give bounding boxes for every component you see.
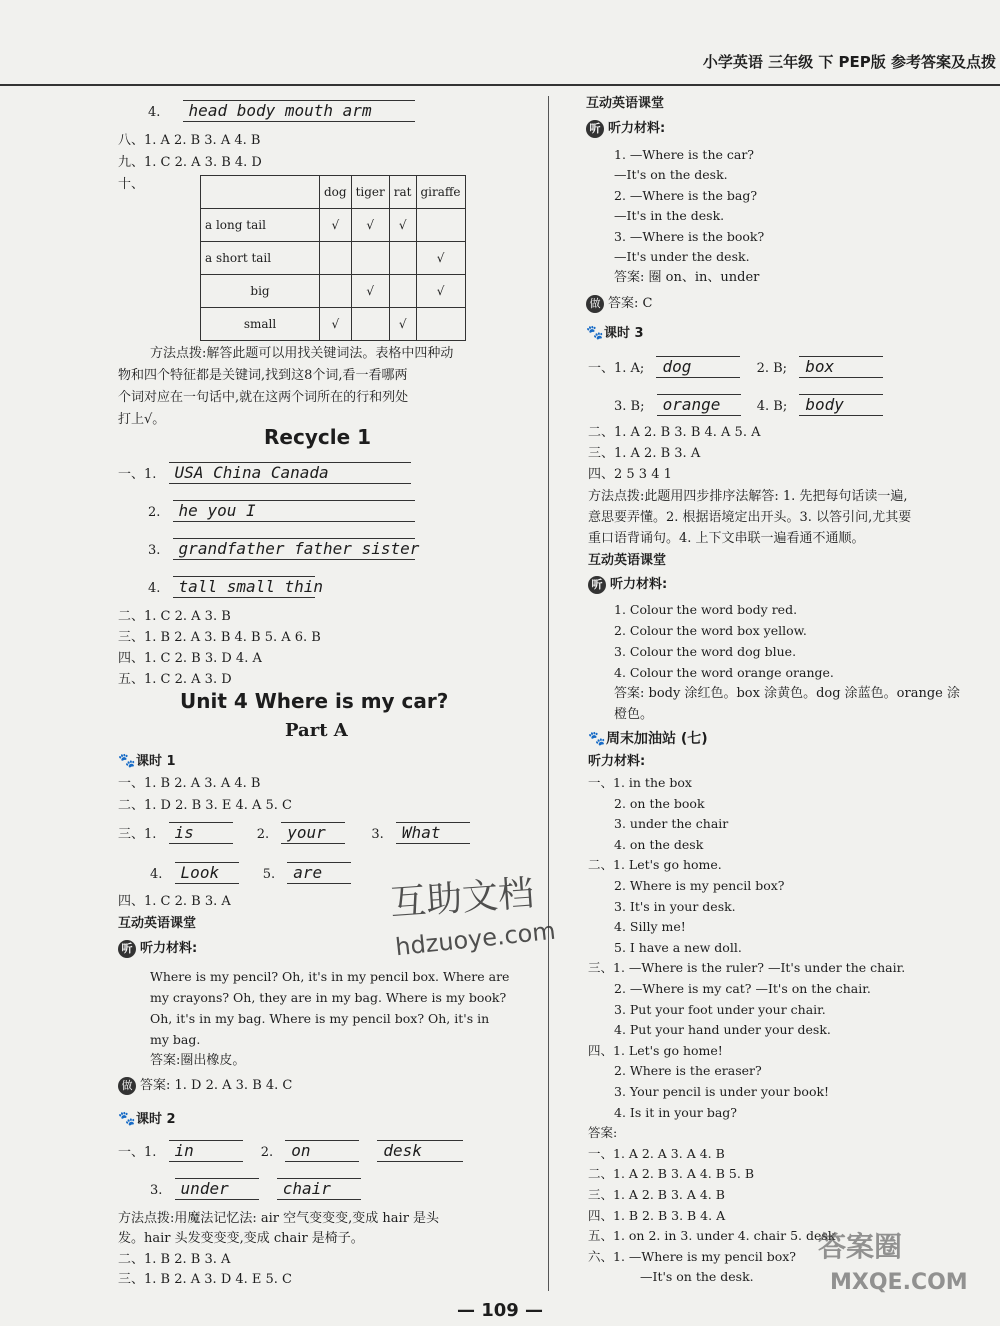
l1-four-b: are <box>287 862 351 884</box>
page-header <box>606 48 1000 82</box>
method3-line: 意思要弄懂。2. 根据语境定出开头。3. 以答引问,尤其要 <box>588 510 912 525</box>
weekend-line: 三、1. —Where is the ruler? —It's under the chair. <box>588 960 906 976</box>
r1-num: 一、1. <box>118 467 157 482</box>
answer2-line: 答案: body 涂红色。box 涂黄色。dog 涂蓝色。orange 涂 <box>614 686 960 701</box>
listen-line: —It's in the desk. <box>614 208 725 223</box>
method1-line: 个词对应在一句话中,就在这两个词所在的行和列处 <box>118 390 409 405</box>
l3-two-b: body <box>799 394 883 416</box>
r3-num: 3. <box>148 543 161 558</box>
l3-three: 二、1. A 2. B 3. B 4. A 5. A <box>588 425 761 440</box>
table-cell <box>389 275 416 308</box>
listen-heading <box>118 940 197 958</box>
paw-icon: 🐾 <box>586 325 604 341</box>
table-cell <box>320 242 352 275</box>
table-cell: √ <box>351 275 389 308</box>
method2-line: 发。hair 头发变变变,变成 chair 是椅子。 <box>118 1231 364 1246</box>
weekend-line: 2. —Where is my cat? —It's on the chair. <box>614 981 871 996</box>
weekend-label: 周末加油站 (七) <box>606 731 708 747</box>
table-cell: √ <box>320 308 352 341</box>
paw-icon: 🐾 <box>588 731 606 747</box>
l1-three-a: is <box>169 822 233 844</box>
l2-one <box>118 1140 463 1162</box>
listen-line: 2. Colour the word box yellow. <box>614 623 807 638</box>
header-title: 小学英语 三年级 下 PEP版 参考答案及点拨 <box>702 53 996 71</box>
weekend-line: 二、1. Let's go home. <box>588 857 722 873</box>
table-cell <box>351 242 389 275</box>
weekend-line: —It's on the desk. <box>640 1269 754 1285</box>
l3-two <box>614 394 883 416</box>
weekend-line: 5. I have a new doll. <box>614 939 742 955</box>
paw-icon: 🐾 <box>118 1111 136 1127</box>
l2-one-c: desk <box>377 1140 463 1162</box>
table-cell: √ <box>320 209 352 242</box>
listen-icon: 听 <box>588 576 606 594</box>
table-cell <box>416 308 465 341</box>
listen-line: Oh, it's in my bag. Where is my pencil box? Oh, it's in <box>150 1011 490 1026</box>
table-cell: √ <box>389 308 416 341</box>
do-answer: 答案: C <box>608 296 653 311</box>
row-label: small <box>201 308 320 341</box>
weekend-line: 2. on the book <box>614 795 705 811</box>
r3-hand: grandfather father sister <box>173 538 415 560</box>
answer1: 答案:圈出橡皮。 <box>150 1053 246 1068</box>
weekend-line: 4. Put your hand under your desk. <box>614 1022 831 1038</box>
answer1: 答案: 圈 on、in、under <box>614 270 760 285</box>
page-number: — 109 — <box>456 1300 544 1321</box>
r2-hand: he you I <box>173 500 415 522</box>
l2-one-n2: 2. <box>260 1145 274 1160</box>
l2-two-a: under <box>175 1178 259 1200</box>
r2-num: 2. <box>148 505 161 520</box>
r4-hand: tall small thin <box>173 576 315 598</box>
listen-icon: 听 <box>118 940 136 958</box>
l2-four: 三、1. B 2. A 3. D 4. E 5. C <box>118 1272 293 1287</box>
l3-two-n4: 4. B; <box>756 399 788 414</box>
q4-row <box>148 100 415 122</box>
listen-label: 听力材料: <box>610 577 668 592</box>
lesson1-label: 课时 1 <box>136 754 176 769</box>
listen-label: 听力材料: <box>608 121 666 136</box>
listen-heading <box>586 120 665 138</box>
table-cell: √ <box>351 209 389 242</box>
watermark-text: 互助文档 <box>388 873 536 924</box>
table-cell <box>416 209 465 242</box>
weekend-heading <box>588 730 708 748</box>
l2-two-b: chair <box>277 1178 361 1200</box>
corner-logo-url: MXQE.COM <box>830 1270 968 1295</box>
interactive-heading-2: 互动英语课堂 <box>588 553 667 568</box>
recycle-q4 <box>148 576 324 598</box>
table-row <box>201 209 466 242</box>
weekend-line: 4. Is it in your bag? <box>614 1104 737 1120</box>
l1-three-c: What <box>396 822 470 844</box>
q4-hand: head body mouth arm <box>183 100 415 122</box>
l3-four: 三、1. A 2. B 3. A <box>588 446 701 461</box>
l1-three-n2: 2. <box>256 827 270 842</box>
table-row <box>201 242 466 275</box>
row-label: big <box>201 275 320 308</box>
l2-one-a: in <box>169 1140 243 1162</box>
l1-five: 四、1. C 2. B 3. A <box>118 894 231 909</box>
listen-line: my bag. <box>150 1032 201 1047</box>
paw-icon: 🐾 <box>118 753 136 769</box>
table-cell: √ <box>416 242 465 275</box>
listen-line: 3. Colour the word dog blue. <box>614 644 797 659</box>
recycle-heading: Recycle 1 <box>264 425 372 449</box>
method1-line: 打上√。 <box>118 412 166 427</box>
table-cell <box>389 242 416 275</box>
weekend-line: 2. Where is the eraser? <box>614 1063 762 1079</box>
l1-three <box>118 822 470 844</box>
listen-label: 听力材料: <box>140 941 198 956</box>
table-row <box>201 275 466 308</box>
q9-row: 九、1. C 2. A 3. B 4. D <box>118 155 262 170</box>
lesson2-heading <box>118 1110 176 1129</box>
row-label: a short tail <box>201 242 320 275</box>
col-tiger: tiger <box>351 176 389 209</box>
listen-heading-2 <box>588 576 667 594</box>
listen-line: 1. —Where is the car? <box>614 147 755 162</box>
l1-four <box>150 862 351 884</box>
l3-one-b: box <box>799 356 883 378</box>
weekend-line: 2. Where is my pencil box? <box>614 878 785 893</box>
col-dog: dog <box>320 176 352 209</box>
recycle-four: 四、1. C 2. B 3. D 4. A <box>118 651 262 666</box>
recycle-q3 <box>148 538 420 560</box>
weekend-line: 答案: <box>588 1125 618 1141</box>
watermark-url: hdzuoye.com <box>393 916 557 962</box>
q10-row: 十、 <box>118 177 145 192</box>
weekend-line: 4. Silly me! <box>614 919 686 935</box>
do-answer: 答案: 1. D 2. A 3. B 4. C <box>140 1078 293 1093</box>
animal-table <box>200 175 466 341</box>
method3-line: 重口语背诵句。4. 上下文串联一遍看通不通顺。 <box>588 531 865 546</box>
do-answer-row <box>586 295 652 313</box>
listen-line: 3. —Where is the book? <box>614 229 765 244</box>
unit-heading: Unit 4 Where is my car? <box>180 689 449 713</box>
weekend-line: 三、1. A 2. B 3. A 4. B <box>588 1187 725 1202</box>
lesson3-label: 课时 3 <box>604 326 644 341</box>
do-icon: 做 <box>586 295 604 313</box>
table-cell <box>351 308 389 341</box>
weekend-line: 3. Your pencil is under your book! <box>614 1084 830 1099</box>
l2-one-prefix: 一、1. <box>118 1145 157 1160</box>
col-giraffe: giraffe <box>416 176 465 209</box>
column-divider <box>548 96 549 1291</box>
table-cell: √ <box>416 275 465 308</box>
weekend-line: 一、1. A 2. A 3. A 4. B <box>588 1145 725 1161</box>
l1-four-n4: 4. <box>150 867 163 882</box>
weekend-line: 六、1. —Where is my pencil box? <box>588 1248 797 1264</box>
listen-line: 1. Colour the word body red. <box>614 602 798 617</box>
table-corner <box>201 176 320 209</box>
do-answer-row <box>118 1077 292 1095</box>
listen-line: my crayons? Oh, they are in my bag. Where is my book? <box>150 990 507 1005</box>
l3-one-prefix: 一、1. A; <box>588 361 645 376</box>
l3-one-a: dog <box>656 356 740 378</box>
weekend-line: 一、1. in the box <box>588 775 692 790</box>
listen-line: —It's on the desk. <box>614 167 728 182</box>
lesson2-label: 课时 2 <box>136 1112 176 1127</box>
weekend-line: 四、1. B 2. B 3. B 4. A <box>588 1207 726 1223</box>
l2-two <box>150 1178 361 1200</box>
recycle-q1 <box>118 462 411 484</box>
listen-heading-3: 听力材料: <box>588 754 646 769</box>
recycle-q2 <box>148 500 415 522</box>
l2-two-n3: 3. <box>150 1183 163 1198</box>
l3-five: 四、2 5 3 4 1 <box>588 467 672 482</box>
header-rule <box>0 84 1000 86</box>
part-heading: Part A <box>285 720 348 741</box>
listen-line: —It's under the desk. <box>614 249 750 264</box>
recycle-two: 二、1. C 2. A 3. B <box>118 609 231 624</box>
listen-line: Where is my pencil? Oh, it's in my pencil box. Where are <box>150 969 510 984</box>
col-rat: rat <box>389 176 416 209</box>
l1-four-n5: 5. <box>262 867 276 882</box>
listen-icon: 听 <box>586 120 604 138</box>
l2-one-b: on <box>285 1140 359 1162</box>
l3-two-n3: 3. B; <box>614 399 645 414</box>
l1-three-b: your <box>281 822 345 844</box>
weekend-line: 四、1. Let's go home! <box>588 1042 723 1058</box>
corner-logo: 答案圈 <box>818 1230 903 1263</box>
weekend-line: 二、1. A 2. B 3. A 4. B 5. B <box>588 1166 755 1182</box>
method1-line: 方法点拨:解答此题可以用找关键词法。表格中四种动 <box>150 346 454 361</box>
q8-row: 八、1. A 2. B 3. A 4. B <box>118 133 261 148</box>
weekend-line: 五、1. on 2. in 3. under 4. chair 5. desk <box>588 1228 836 1244</box>
recycle-three: 三、1. B 2. A 3. B 4. B 5. A 6. B <box>118 630 321 645</box>
weekend-line: 3. Put your foot under your chair. <box>614 1001 826 1017</box>
interactive-heading: 互动英语课堂 <box>586 96 665 111</box>
answer2-line: 橙色。 <box>614 707 654 722</box>
l3-one-n2: 2. B; <box>756 361 788 376</box>
method1-line: 物和四个特征都是关键词,找到这8个词,看一看哪两 <box>118 368 408 383</box>
lesson3-heading <box>586 324 644 343</box>
l1-two: 二、1. D 2. B 3. E 4. A 5. C <box>118 798 293 813</box>
listen-line: 4. Colour the word orange orange. <box>614 665 834 680</box>
listen-line: 2. —Where is the bag? <box>614 188 758 203</box>
row-label: a long tail <box>201 209 320 242</box>
weekend-line: 4. on the desk <box>614 836 704 852</box>
r1-hand: USA China Canada <box>169 462 411 484</box>
l2-three: 二、1. B 2. B 3. A <box>118 1252 231 1267</box>
l1-three-n3: 3. <box>371 827 384 842</box>
recycle-five: 五、1. C 2. A 3. D <box>118 672 232 687</box>
weekend-line: 3. under the chair <box>614 816 729 832</box>
table-row <box>201 308 466 341</box>
weekend-line: 3. It's in your desk. <box>614 898 736 914</box>
l1-one: 一、1. B 2. A 3. A 4. B <box>118 776 261 791</box>
l3-one <box>588 356 883 378</box>
table-cell <box>320 275 352 308</box>
l3-two-a: orange <box>657 394 741 416</box>
r4-num: 4. <box>148 581 161 596</box>
method3-line: 方法点拨:此题用四步排序法解答: 1. 先把每句话读一遍, <box>588 489 908 504</box>
do-icon: 做 <box>118 1077 136 1095</box>
q4-num: 4. <box>148 105 161 120</box>
method2-line: 方法点拨:用魔法记忆法: air 空气变变变,变成 hair 是头 <box>118 1211 440 1226</box>
table-cell: √ <box>389 209 416 242</box>
interactive-heading: 互动英语课堂 <box>118 916 197 931</box>
lesson1-heading <box>118 752 176 771</box>
l1-three-prefix: 三、1. <box>118 827 157 842</box>
table-header-row <box>201 176 466 209</box>
l1-four-a: Look <box>175 862 239 884</box>
